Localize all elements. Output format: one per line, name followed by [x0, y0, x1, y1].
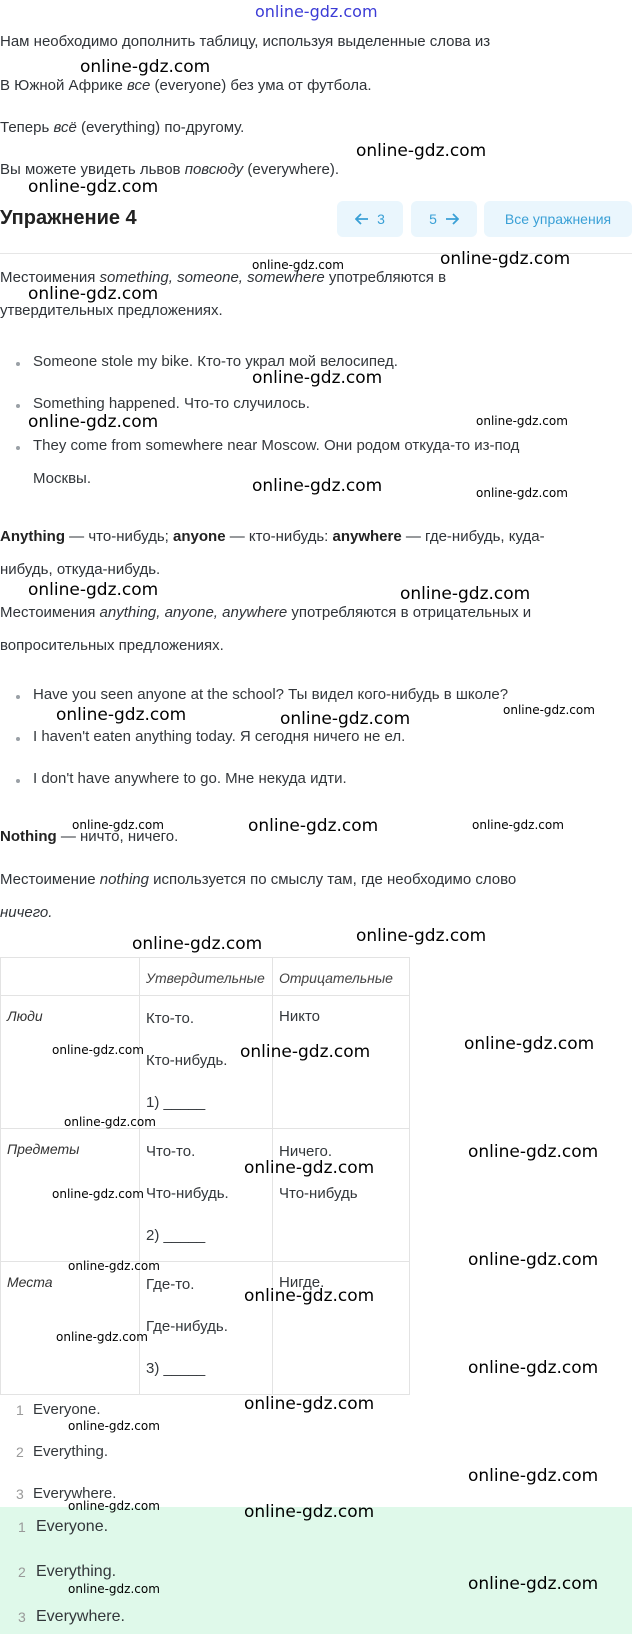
blank-1: 1) _____: [146, 1094, 206, 1111]
cell-text: Нигде.: [279, 1274, 325, 1291]
blank-3: 3) _____: [146, 1360, 206, 1377]
intro-line-3: [0, 118, 244, 138]
watermark: online-gdz.com: [28, 412, 159, 432]
col-negative: [273, 958, 410, 996]
watermark: online-gdz.com: [68, 1582, 160, 1596]
intro-line-1: Нам необходимо дополнить таблицу, используя выделенные слова из: [0, 33, 491, 50]
text: Теперь: [0, 119, 54, 136]
header-label: Отрицательные: [279, 970, 393, 986]
text: В Южной Африке: [0, 77, 128, 94]
theory-p5: [0, 870, 516, 890]
example-4: Have you seen anyone at the school? Ты видел кого-нибудь в школе?: [33, 686, 509, 703]
watermark: online-gdz.com: [68, 1419, 160, 1433]
bullet-dot: [16, 695, 20, 699]
watermark: online-gdz.com: [464, 1034, 595, 1054]
answer-1: Everyone.: [36, 1518, 109, 1535]
watermark: online-gdz.com: [476, 486, 568, 500]
table-corner: [1, 958, 140, 996]
watermark: online-gdz.com: [356, 926, 487, 946]
watermark: online-gdz.com: [356, 141, 487, 161]
row-label: Места: [7, 1274, 53, 1290]
text: (everyone) без ума от футбола.: [150, 77, 372, 94]
text: — где-нибудь, куда-: [401, 528, 545, 545]
answer-number: 1: [16, 1402, 24, 1418]
emph: anything, anyone, anywhere: [99, 604, 288, 621]
table-row: [1, 996, 410, 1129]
cell-text: Что-нибудь: [279, 1185, 358, 1202]
watermark: online-gdz.com: [252, 476, 383, 496]
row-label: Люди: [7, 1008, 43, 1024]
term: anyone: [173, 528, 226, 545]
theory-p1-cont: утвердительных предложениях.: [0, 302, 223, 319]
watermark: online-gdz.com: [468, 1358, 599, 1378]
emph: nothing: [99, 871, 149, 888]
watermark: online-gdz.com: [132, 934, 263, 954]
watermark: online-gdz.com: [56, 1330, 148, 1344]
neg-cell: [273, 1262, 410, 1395]
emph: ничего.: [0, 904, 53, 921]
watermark: online-gdz.com: [472, 818, 564, 832]
cell-text: Ничего.: [279, 1143, 333, 1160]
watermark: online-gdz.com: [244, 1286, 375, 1306]
watermark: online-gdz.com: [244, 1158, 375, 1178]
answer-number: 3: [16, 1486, 24, 1502]
text: (everywhere).: [243, 161, 340, 178]
watermark: online-gdz.com: [400, 584, 531, 604]
text: используется по смыслу там, где необходимо слово: [148, 871, 517, 888]
next-label: 5: [429, 211, 437, 227]
watermark: online-gdz.com: [240, 1042, 371, 1062]
watermark: online-gdz.com: [468, 1574, 599, 1594]
bullet-dot: [16, 404, 20, 408]
emph: всё: [53, 119, 77, 136]
arrow-right-icon: [445, 213, 459, 225]
theory-p5-cont: [0, 903, 52, 923]
watermark: online-gdz.com: [28, 177, 159, 197]
watermark: online-gdz.com: [476, 414, 568, 428]
answer-1: Everyone.: [33, 1401, 101, 1418]
watermark: online-gdz.com: [252, 368, 383, 388]
row-label-cell: [1, 1262, 140, 1395]
text: — кто-нибудь:: [225, 528, 333, 545]
term: Anything: [0, 528, 65, 545]
cell-text: Что-нибудь.: [146, 1185, 229, 1202]
text: употребляются в: [324, 269, 447, 286]
watermark: online-gdz.com: [248, 816, 379, 836]
answer-3: Everywhere.: [33, 1485, 117, 1502]
term: Nothing: [0, 828, 57, 845]
next-exercise-button[interactable]: [411, 201, 477, 237]
text: — что-нибудь;: [65, 528, 174, 545]
watermark: online-gdz.com: [64, 1115, 156, 1129]
watermark: online-gdz.com: [244, 1502, 375, 1522]
watermark: online-gdz.com: [440, 249, 571, 269]
aff-cell: [140, 1262, 273, 1395]
intro-line-2: [0, 76, 372, 96]
answer-number: 2: [16, 1444, 24, 1460]
emph: все: [127, 77, 151, 94]
aff-cell: [140, 1129, 273, 1262]
watermark: online-gdz.com: [52, 1187, 144, 1201]
cell-text: Где-нибудь.: [146, 1318, 228, 1335]
text: (everything) по-другому.: [76, 119, 245, 136]
example-3-cont: Москвы.: [33, 470, 91, 487]
bullet-dot: [16, 446, 20, 450]
watermark: online-gdz.com: [503, 703, 595, 717]
emph: повсюду: [184, 161, 244, 178]
all-exercises-label: Все упражнения: [504, 211, 612, 227]
prev-label: 3: [377, 211, 385, 227]
header-label: Утвердительные: [146, 970, 265, 986]
watermark: online-gdz.com: [244, 1394, 375, 1414]
row-label: Предметы: [7, 1141, 80, 1157]
watermark: online-gdz.com: [80, 57, 211, 77]
bullet-dot: [16, 779, 20, 783]
theory-p3-cont: вопросительных предложениях.: [0, 637, 224, 654]
example-1: Someone stole my bike. Кто-то украл мой велосипед.: [33, 353, 398, 370]
row-label-cell: [1, 996, 140, 1129]
watermark: online-gdz.com: [52, 1043, 144, 1057]
watermark: online-gdz.com: [72, 818, 164, 832]
text: Местоимение: [0, 871, 100, 888]
cell-text: Никто: [279, 1008, 320, 1025]
bullet-dot: [16, 362, 20, 366]
answer-number: 2: [18, 1564, 26, 1580]
blank-2: 2) _____: [146, 1227, 206, 1244]
neg-cell: [273, 996, 410, 1129]
cell-text: Где-то.: [146, 1276, 195, 1293]
watermark: online-gdz.com: [28, 580, 159, 600]
site-url[interactable]: online-gdz.com: [255, 2, 378, 21]
answer-2: Everything.: [36, 1563, 117, 1580]
table-row: [1, 1262, 410, 1395]
neg-cell: [273, 1129, 410, 1262]
emph: something, someone, somewhere: [99, 269, 325, 286]
theory-p2-cont: нибудь, откуда-нибудь.: [0, 561, 161, 578]
watermark: online-gdz.com: [56, 705, 187, 725]
watermark: online-gdz.com: [28, 284, 159, 304]
cell-text: Кто-то.: [146, 1010, 194, 1027]
answer-3: Everywhere.: [36, 1608, 125, 1625]
watermark: online-gdz.com: [468, 1250, 599, 1270]
table-header-row: [1, 958, 410, 996]
bullet-dot: [16, 737, 20, 741]
all-exercises-button[interactable]: [484, 201, 632, 237]
text: Местоимения: [0, 269, 100, 286]
text: употребляются в отрицательных и: [287, 604, 532, 621]
answer-number: 3: [18, 1609, 26, 1625]
theory-p3: [0, 603, 531, 623]
watermark: online-gdz.com: [280, 709, 411, 729]
theory-p2: [0, 527, 545, 547]
example-6: I don't have anywhere to go. Мне некуда идти.: [33, 770, 347, 787]
text: Местоимения: [0, 604, 100, 621]
example-2: Something happened. Что-то случилось.: [33, 395, 310, 412]
cell-text: Кто-нибудь.: [146, 1052, 228, 1069]
watermark: online-gdz.com: [468, 1466, 599, 1486]
watermark: online-gdz.com: [68, 1499, 160, 1513]
example-3: They come from somewhere near Moscow. Они родом откуда-то из-под: [33, 437, 520, 454]
watermark: online-gdz.com: [252, 258, 344, 272]
term: anywhere: [332, 528, 402, 545]
aff-cell: [140, 996, 273, 1129]
arrow-left-icon: [355, 213, 369, 225]
exercise-title: Упражнение 4: [0, 207, 137, 229]
text: Вы можете увидеть львов: [0, 161, 185, 178]
answer-number: 1: [18, 1519, 26, 1535]
watermark: online-gdz.com: [468, 1142, 599, 1162]
col-affirmative: [140, 958, 273, 996]
prev-exercise-button[interactable]: [337, 201, 403, 237]
answer-2: Everything.: [33, 1443, 109, 1460]
example-5: I haven't eaten anything today. Я сегодня ничего не ел.: [33, 728, 406, 745]
cell-text: Что-то.: [146, 1143, 196, 1160]
text: — ничто, ничего.: [56, 828, 179, 845]
watermark: online-gdz.com: [68, 1259, 160, 1273]
